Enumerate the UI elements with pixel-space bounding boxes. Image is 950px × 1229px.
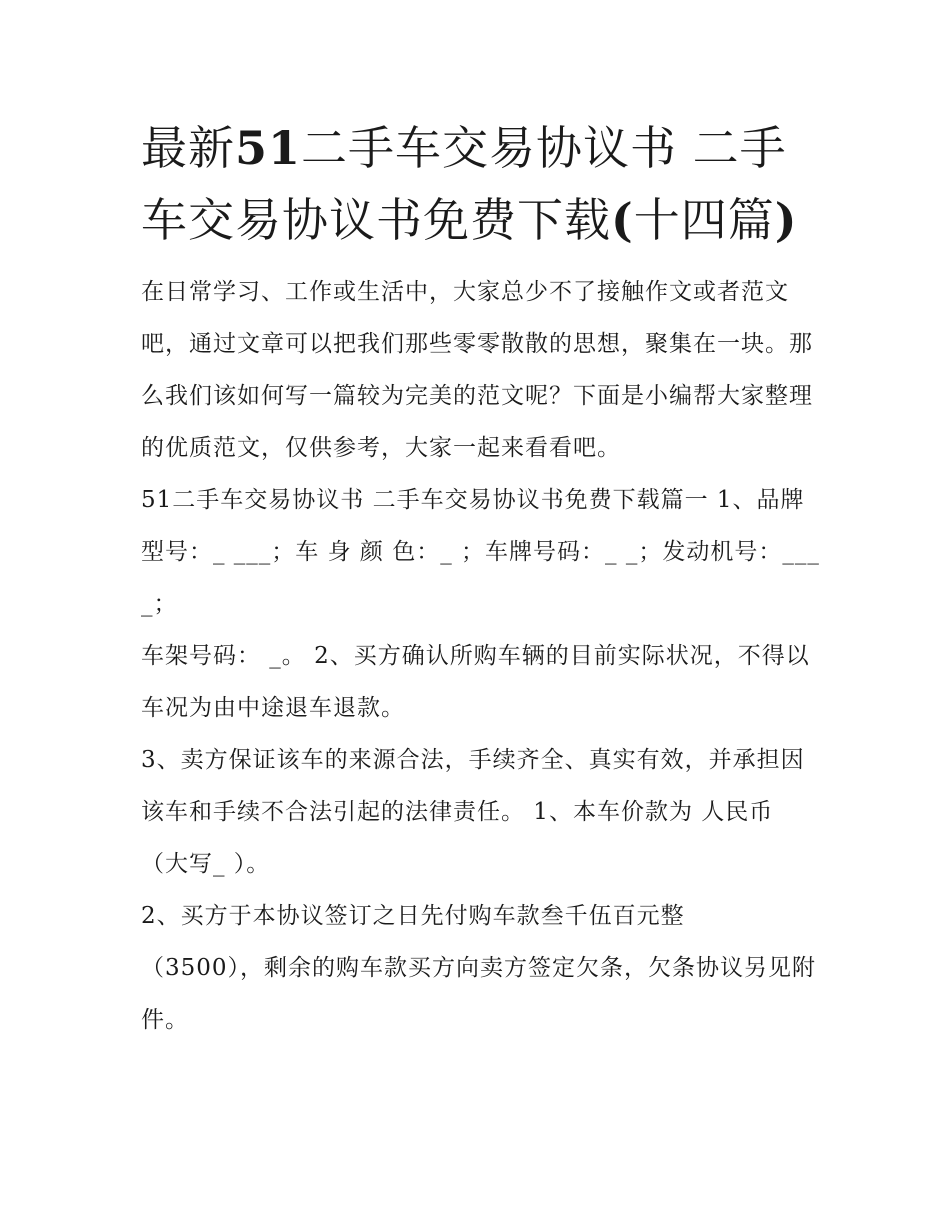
document-content	[141, 112, 821, 1046]
document-title	[141, 112, 821, 256]
title-paren-close: )	[774, 193, 798, 247]
title-part2: 二手车交易协议书 二手车交易协议书免费下载	[141, 121, 787, 247]
title-part3: 十四篇	[633, 193, 775, 247]
paragraph-seller-guarantee: 3、卖方保证该车的来源合法，手续齐全、真实有效，并承担因该车和手续不合法引起的法律责任。 1、本车价款为 人民币（大写_ ）。	[141, 747, 805, 877]
paragraph-vehicle-info: 51二手车交易协议书 二手车交易协议书免费下载篇一 1、品牌型号：_ ___；车 身 颜 色：_ ；车牌号码：_ _；发动机号：____；	[141, 487, 820, 617]
paragraph-frame-number: 车架号码： _。 2、买方确认所购车辆的目前实际状况，不得以车况为由中途退车退款。	[141, 643, 810, 721]
paragraph-intro: 在日常学习、工作或生活中，大家总少不了接触作文或者范文吧，通过文章可以把我们那些零零散散的思想，聚集在一块。那么我们该如何写一篇较为完美的范文呢？下面是小编帮大家整理的优质范文，仅供参考，大家一起来看看吧。	[141, 279, 813, 461]
title-part1: 最新	[141, 121, 235, 175]
title-number: 51	[235, 121, 302, 175]
paragraph-remaining-payment: （3500），剩余的购车款买方向卖方签定欠条，欠条协议另见附件。	[141, 955, 817, 1033]
title-paren-open: (	[611, 193, 634, 247]
paragraph-payment: 2、买方于本协议签订之日先付购车款叁千伍百元整	[141, 903, 685, 929]
document-body	[141, 266, 821, 1046]
